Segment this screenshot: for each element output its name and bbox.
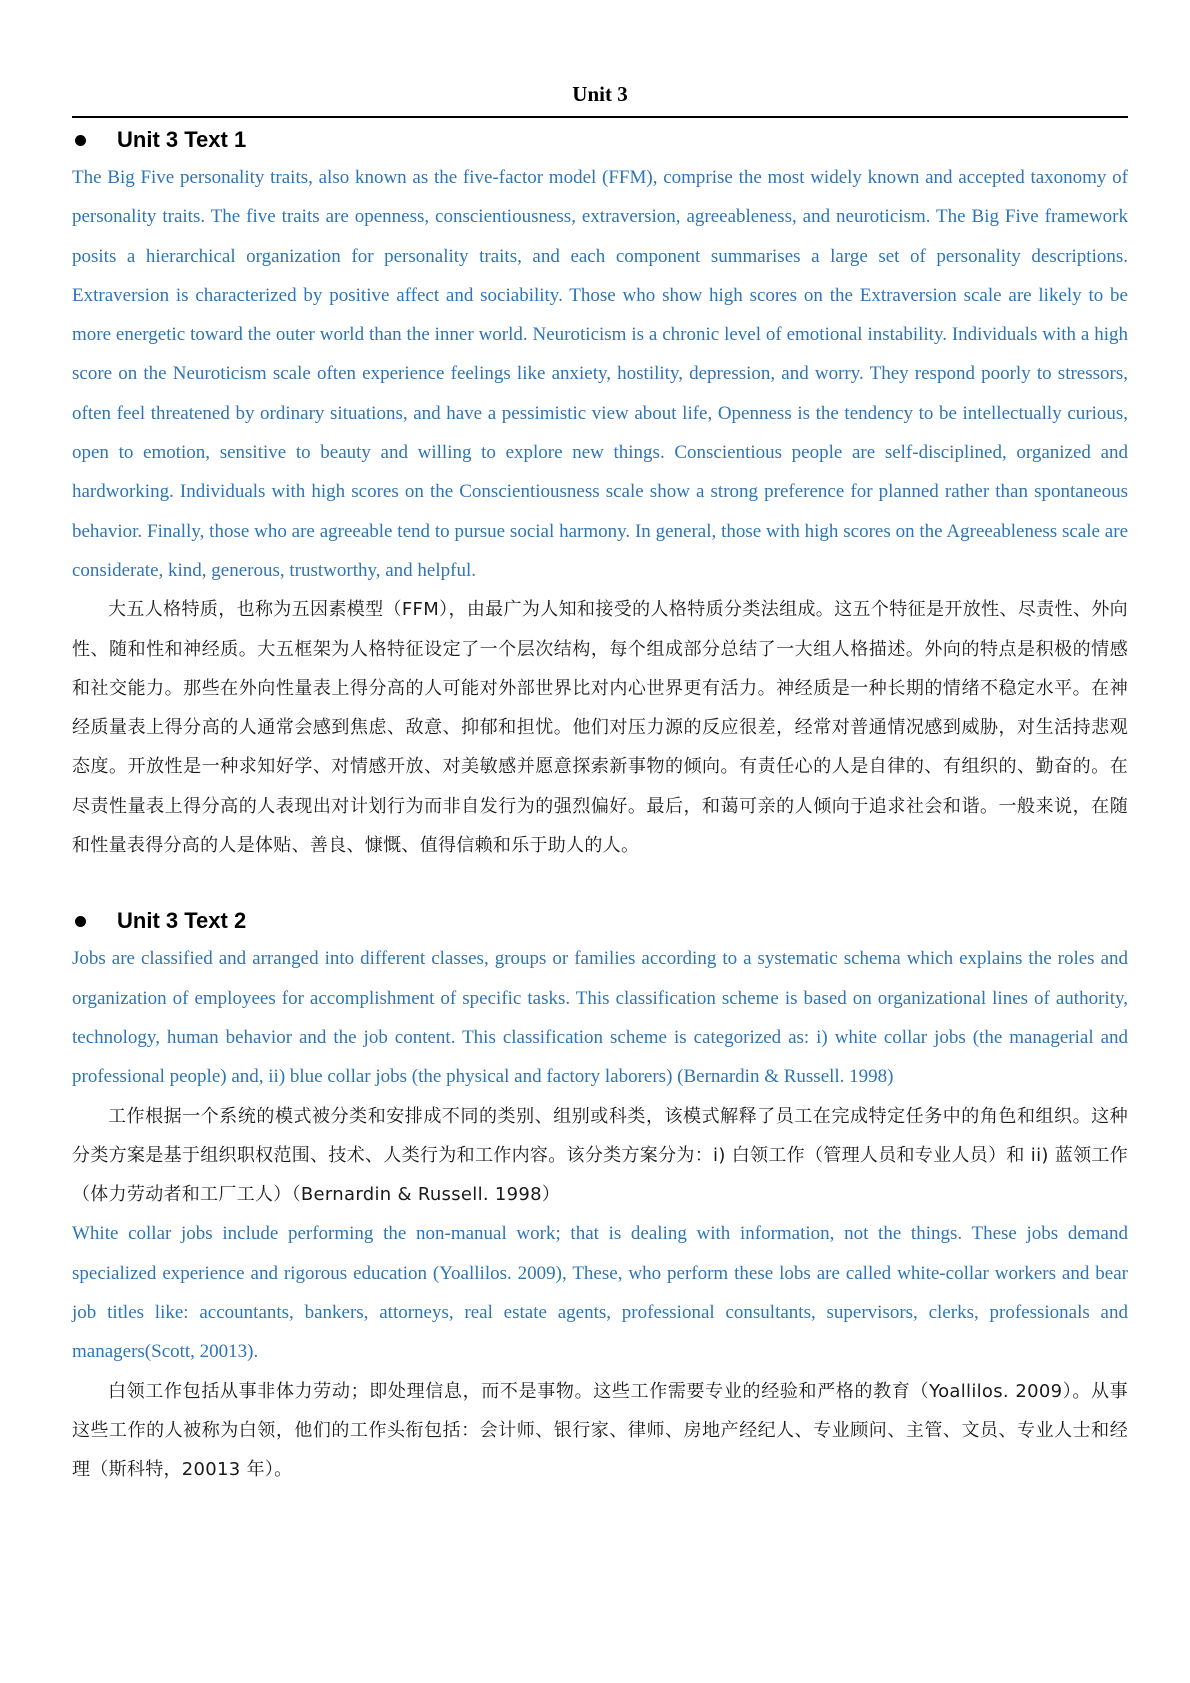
section-heading-label: Unit 3 Text 2 (117, 908, 247, 934)
section-spacer (72, 865, 1128, 903)
english-paragraph: White collar jobs include performing the non-manual work; that is dealing with information, not the things. These jobs demand specialized experience and rigorous education (Yoallilos. 2009), These, who perform these lobs are called white-collar workers and bear job titles like: accountants, bankers, attorneys, real estate agents, professional consultants, supervisors, clerks, professionals and managers(Scott, 20013). (72, 1223, 1128, 1363)
chinese-paragraph: 大五人格特质，也称为五因素模型（FFM），由最广为人知和接受的人格特质分类法组成。这五个特征是开放性、尽责性、外向性、随和性和神经质。大五框架为人格特征设定了一个层次结构，每个组成部分总结了一大组人格描述。外向的特点是积极的情感和社交能力。那些在外向性量表上得分高的人可能对外部世界比对内心世界更有活力。神经质是一种长期的情绪不稳定水平。在神经质量表上得分高的人通常会感到焦虑、敌意、抑郁和担忧。他们对压力源的反应很差，经常对普通情况感到威胁，对生活持悲观态度。开放性是一种求知好学、对情感开放、对美敏感并愿意探索新事物的倾向。有责任心的人是自律的、有组织的、勤奋的。在尽责性量表上得分高的人表现出对计划行为而非自发行为的强烈偏好。最后，和蔼可亲的人倾向于追求社会和谐。一般来说，在随和性量表得分高的人是体贴、善良、慷慨、值得信赖和乐于助人的人。 (72, 599, 1128, 857)
english-paragraph: Jobs are classified and arranged into different classes, groups or families according to a systematic schema which explains the roles and organization of employees for accomplishment of specific tasks. This classification scheme is based on organizational lines of authority, technology, human behavior and the job content. This classification scheme is categorized as: i) white collar jobs (the managerial and professional people) and, ii) blue collar jobs (the physical and factory laborers) (Bernardin & Russell. 1998) (72, 948, 1128, 1088)
section-heading-text-2 (72, 903, 1128, 939)
section-heading-text-1 (72, 122, 1128, 158)
title-rule (72, 116, 1128, 118)
page-title: Unit 3 (572, 82, 628, 106)
chinese-paragraph: 工作根据一个系统的模式被分类和安排成不同的类别、组别或科类，该模式解释了员工在完成特定任务中的角色和组织。这种分类方案是基于组织职权范围、技术、人类行为和工作内容。该分类方案分为：i) 白领工作（管理人员和专业人员）和 ii) 蓝领工作（体力劳动者和工厂工人）（Bernardin & Russell. 1998） (72, 1105, 1128, 1206)
english-paragraph: The Big Five personality traits, also known as the five-factor model (FFM), comprise the most widely known and accepted taxonomy of personality traits. The five traits are openness, conscientiousness, extraversion, agreeableness, and neuroticism. The Big Five framework posits a hierarchical organization for personality traits, and each component summarises a large set of personality descriptions. Extraversion is characterized by positive affect and sociability. Those who show high scores on the Extraversion scale are likely to be more energetic toward the outer world than the inner world. Neuroticism is a chronic level of emotional instability. Individuals with a high score on the Neuroticism scale often experience feelings like anxiety, hostility, depression, and worry. They respond poorly to stressors, often feel threatened by ordinary situations, and have a pessimistic view about life, Openness is the tendency to be intellectually curious, open to emotion, sensitive to beauty and willing to explore new things. Conscientious people are self-disciplined, organized and hardworking. Individuals with high scores on the Conscientiousness scale show a strong preference for planned rather than spontaneous behavior. Finally, those who are agreeable tend to pursue social harmony. In general, those with high scores on the Agreeableness scale are considerate, kind, generous, trustworthy, and helpful. (72, 167, 1128, 581)
bullet-icon (75, 135, 86, 146)
chinese-paragraph: 白领工作包括从事非体力劳动；即处理信息，而不是事物。这些工作需要专业的经验和严格的教育（Yoallilos. 2009）。从事这些工作的人被称为白领，他们的工作头衔包括：会计师、银行家、律师、房地产经纪人、专业顾问、主管、文员、专业人士和经理（斯科特，20013 年）。 (72, 1380, 1128, 1481)
bullet-icon (75, 916, 86, 927)
section-heading-label: Unit 3 Text 1 (117, 127, 247, 152)
document-page (72, 72, 1128, 1490)
